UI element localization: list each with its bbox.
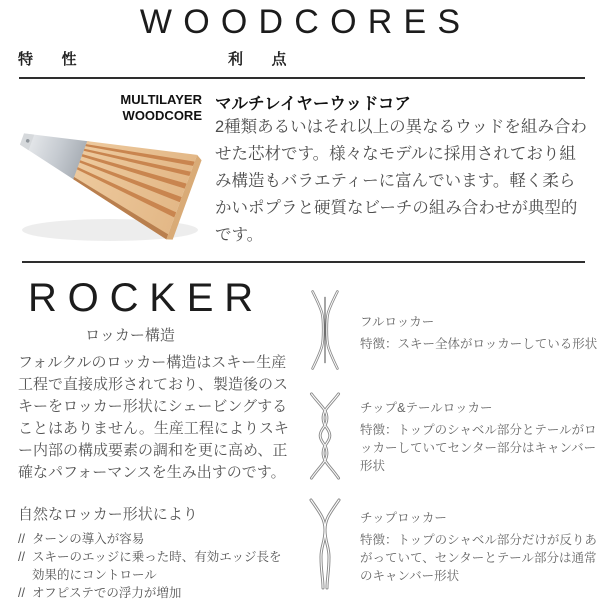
rocker-type-description: 特徴：トップのシャベル部分だけが反りあがっていて、センターとテール部分は通常のキャンバー形状 [360,533,597,583]
multilayer-woodcore-image [6,98,210,248]
column-header-feature: 特性 [18,51,106,68]
benefit-text: スキーのエッジに乗った時、有効エッジ長を効果的にコントロール [31,550,282,582]
rocker-benefits-heading: 自然なロッカー形状により [18,506,198,523]
list-item [18,548,286,584]
woodcore-description: 2種類あるいはそれ以上の異なるウッドを組み合わせた芯材です。様々なモデルに採用されており組み構造もバラエティーに富んでいます。軽く柔らかいポプラと硬質なビーチの組み合わせが典型的です。 [215,118,587,244]
bullet-marker: // [18,550,25,564]
column-header-benefit: 利点 [228,51,316,68]
bullet-marker: // [18,532,25,546]
benefit-text: オフピステでの浮力が増加 [31,586,182,600]
full-rocker-profile-icon [303,288,347,372]
rocker-section-title: ROCKER [28,276,264,320]
divider-line [19,77,585,79]
woodcore-heading: マルチレイヤーウッドコア [215,95,411,113]
divider-line [22,261,585,263]
rocker-description: フォルクルのロッカー構造はスキー生産工程で直接成形されており、製造後のスキーをロッカー形状にシェービングすることはありません。生産工程によりスキー内部の構成要素の調和を更に高め、正確なパフォーマンスを生み出すのです。 [18,354,289,481]
rocker-type-name: フルロッカー [360,315,435,329]
rocker-type-description: 特徴：トップのシャベル部分とテールがロッカーしていてセンター部分はキャンバー形状 [360,423,597,473]
woodcore-item-label: MULTILAYER WOODCORE [120,92,202,123]
benefit-text: ターンの導入が容易 [31,532,145,546]
rocker-type-name: チップロッカー [360,511,447,525]
rocker-benefits-list [18,530,286,600]
tip-tail-rocker-profile-icon [303,390,347,482]
woodcores-section-title: WOODCORES [139,3,472,41]
rocker-type-name: チップ&テールロッカー [360,401,493,415]
rocker-subtitle: ロッカー構造 [85,327,175,344]
list-item [18,584,286,600]
list-item [18,530,286,548]
tip-rocker-profile-icon [303,496,347,591]
bullet-marker: // [18,586,25,600]
rocker-type-description: 特徴：スキー全体がロッカーしている形状 [360,337,598,351]
